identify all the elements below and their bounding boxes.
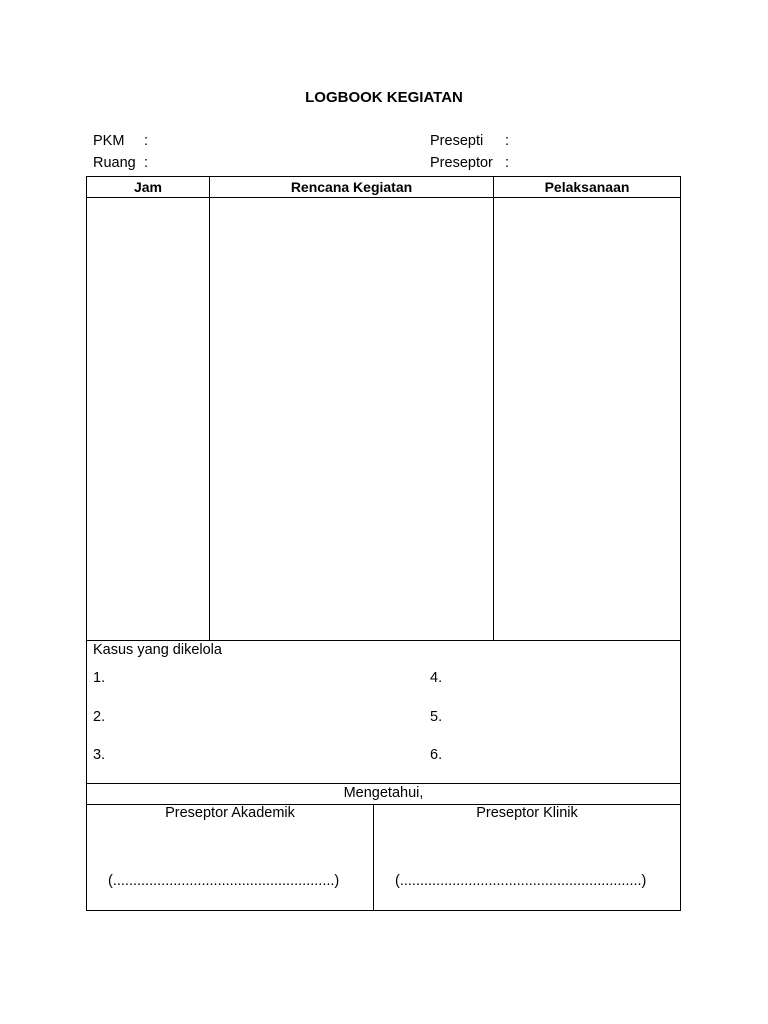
pelaksanaan-cell[interactable] — [494, 198, 680, 640]
document-title: LOGBOOK KEGIATAN — [305, 89, 463, 106]
preseptor-field — [430, 155, 530, 175]
presepti-label: Presepti — [430, 133, 484, 149]
column-header-rencana-kegiatan: Rencana Kegiatan — [290, 179, 413, 195]
cases-divider — [87, 640, 680, 641]
ruang-field — [93, 155, 163, 175]
case-item-5[interactable]: 5. — [430, 709, 443, 725]
pkm-colon: : — [144, 133, 149, 149]
preseptor-colon: : — [505, 155, 510, 171]
case-item-6[interactable]: 6. — [430, 747, 443, 763]
preseptor-label: Preseptor — [430, 155, 493, 171]
column-header-pelaksanaan: Pelaksanaan — [544, 179, 630, 195]
case-item-2[interactable]: 2. — [93, 709, 106, 725]
case-item-3[interactable]: 3. — [93, 747, 106, 763]
column-header-jam: Jam — [133, 179, 163, 195]
preseptor-klinik-title: Preseptor Klinik — [476, 805, 578, 821]
ruang-colon: : — [144, 155, 149, 171]
ruang-label: Ruang — [93, 155, 136, 171]
pkm-label: PKM — [93, 133, 125, 149]
case-item-4[interactable]: 4. — [430, 670, 443, 686]
pkm-field — [93, 133, 163, 153]
preseptor-akademik-title: Preseptor Akademik — [165, 805, 295, 821]
cases-heading: Kasus yang dikelola — [93, 642, 222, 658]
rencana-kegiatan-cell[interactable] — [210, 198, 493, 640]
approval-divider — [87, 783, 680, 784]
presepti-field — [430, 133, 530, 153]
presepti-colon: : — [505, 133, 510, 149]
approval-heading: Mengetahui, — [343, 785, 424, 801]
preseptor-klinik-signature[interactable]: (............................................................) — [395, 873, 647, 889]
jam-cell[interactable] — [87, 198, 209, 640]
logbook-table — [86, 176, 681, 911]
preseptor-akademik-signature[interactable]: (.......................................................) — [108, 873, 340, 889]
case-item-1[interactable]: 1. — [93, 670, 106, 686]
